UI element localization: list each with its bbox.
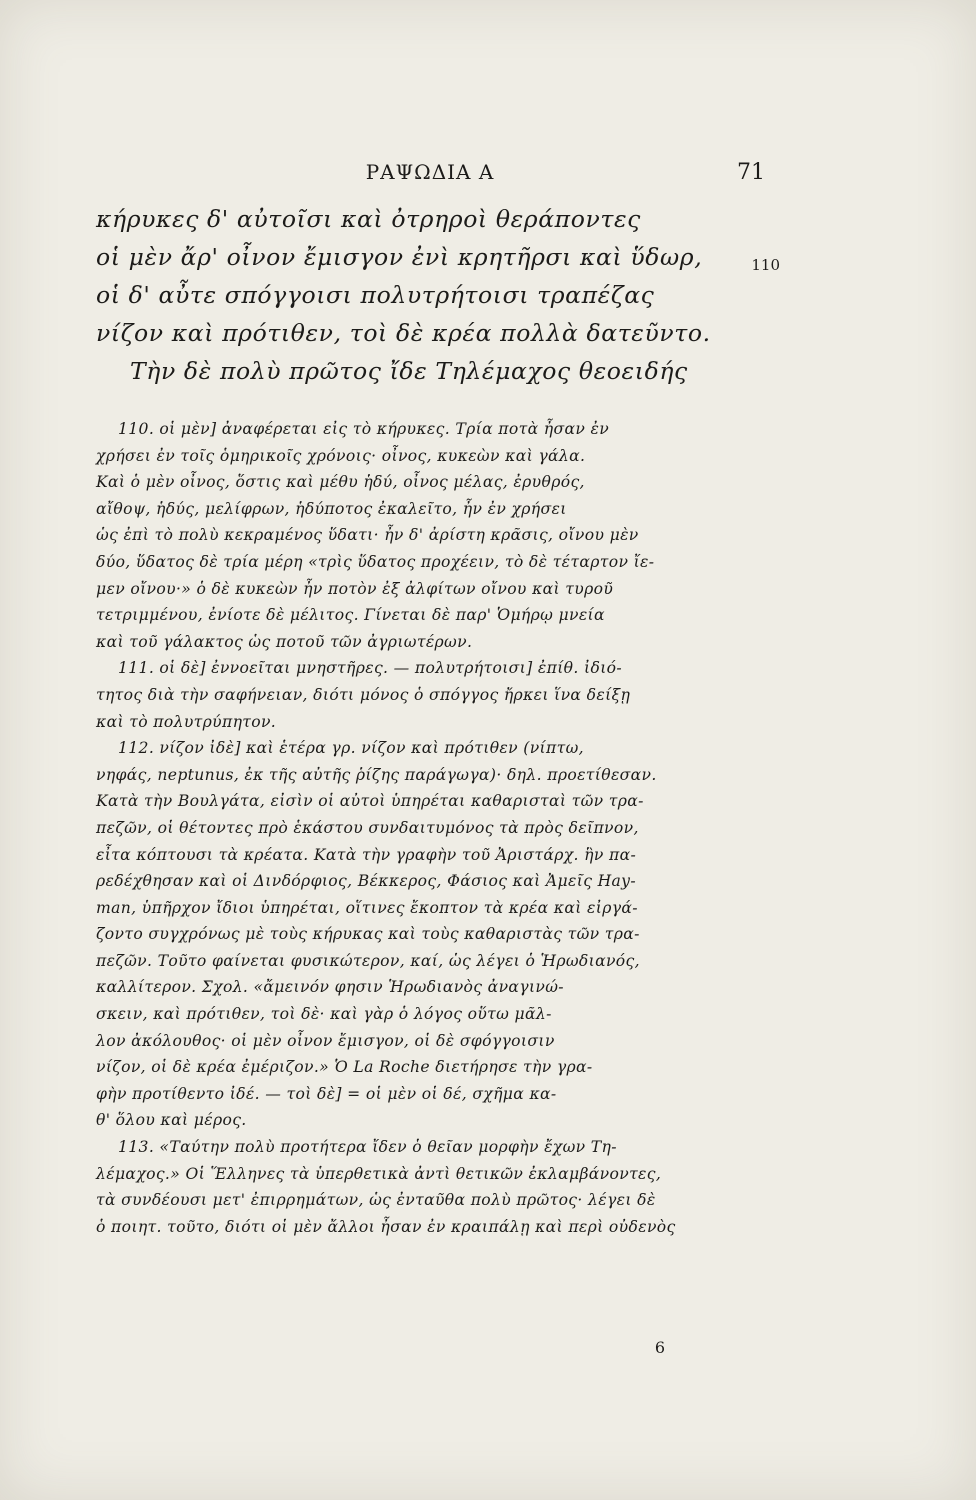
commentary-line: ὁ ποιητ. τοῦτο, διότι οἱ μὲν ἄλλοι ἦσαν ἐν κραιπάλῃ καὶ περὶ οὐδενὸς (96, 1217, 676, 1236)
commentary-line: αἴθοψ, ἡδύς, μελίφρων, ἡδύποτος ἐκαλεῖτο, ἦν ἐν χρήσει (96, 499, 567, 518)
commentary-line: πεζῶν, οἱ θέτοντες πρὸ ἑκάστου συνδαιτυμόνος τὰ πρὸς δεῖπνον, (96, 818, 639, 837)
commentary-line: μεν οἴνου·» ὁ δὲ κυκεὼν ἦν ποτὸν ἐξ ἀλφίτων οἴνου καὶ τυροῦ (96, 579, 614, 598)
commentary-line: νίζον, οἱ δὲ κρέα ἐμέριζον.» Ὁ La Roche διετήρησε τὴν γρα- (96, 1058, 593, 1077)
commentary-line: καλλίτερον. Σχολ. «ἄμεινόν φησιν Ἡρωδιανὸς ἀναγινώ- (96, 978, 564, 997)
verse-line: κήρυκες δ' αὐτοῖσι καὶ ὀτρηροὶ θεράποντες (96, 205, 641, 233)
commentary-line: τετριμμένου, ἐνίοτε δὲ μέλιτος. Γίνεται δὲ παρ' Ὁμήρῳ μνεία (96, 606, 605, 625)
verse-line: νίζον καὶ πρότιθεν, τοὶ δὲ κρέα πολλὰ δατεῦντο. (96, 319, 711, 347)
commentary-line: 111. οἱ δὲ] ἐννοεῖται μνηστῆρες. — πολυτρήτοισι] ἐπίθ. ἰδιό- (118, 659, 623, 678)
verse-line: οἱ μὲν ἄρ' οἶνον ἔμισγον ἐνὶ κρητῆρσι καὶ ὕδωρ, (96, 243, 703, 271)
commentary-line: χρήσει ἐν τοῖς ὁμηρικοῖς χρόνοις· οἶνος, κυκεὼν καὶ γάλα. (96, 446, 586, 465)
commentary-line: λον ἀκόλουθος· οἱ μὲν οἶνον ἔμισγον, οἱ δὲ σφόγγοισιν (96, 1031, 555, 1050)
running-title: ΡΑΨΩΔΙΑ Α (365, 160, 495, 184)
commentary-line: ρεδέχθησαν καὶ οἱ Δινδόρφιος, Βέκκερος, Φάσιος καὶ Ἀμεῖς Hay- (96, 872, 636, 891)
commentary-line: 112. νίζον ἰδὲ] καὶ ἑτέρα γρ. νίζον καὶ πρότιθεν (νίπτω, (118, 739, 584, 758)
verse-block (96, 200, 736, 390)
commentary-line: νηφάς, neptunus, ἐκ τῆς αὐτῆς ῥίζης παράγωγα)· δηλ. προετίθεσαν. (96, 765, 657, 784)
running-head (95, 160, 765, 194)
commentary-line: δύο, ὕδατος δὲ τρία μέρη «τρὶς ὕδατος προχέειν, τὸ δὲ τέταρτον ἴε- (96, 552, 655, 571)
commentary-line: man, ὑπῆρχον ἴδιοι ὑπηρέται, οἵτινες ἔκοπτον τὰ κρέα καὶ εἰργά- (96, 898, 638, 917)
commentary-line: Κατὰ τὴν Βουλγάτα, εἰσὶν οἱ αὐτοὶ ὑπηρέται καθαρισταὶ τῶν τρα- (96, 792, 644, 811)
commentary-line: θ' ὅλου καὶ μέρος. (96, 1111, 247, 1130)
commentary-line: λέμαχος.» Οἱ Ἕλληνες τὰ ὑπερθετικὰ ἀντὶ θετικῶν ἐκλαμβάνοντες, (96, 1164, 662, 1183)
commentary-line: πεζῶν. Τοῦτο φαίνεται φυσικώτερον, καί, ὡς λέγει ὁ Ἡρωδιανός, (96, 951, 640, 970)
commentary-block (96, 416, 758, 1240)
verse-line-number: 110 (751, 256, 780, 274)
commentary-line: 110. οἱ μὲν] ἀναφέρεται εἰς τὸ κήρυκες. Τρία ποτὰ ἦσαν ἐν (118, 420, 610, 438)
verse-line: οἱ δ' αὖτε σπόγγοισι πολυτρήτοισι τραπέζας (96, 281, 655, 309)
commentary-line: φὴν προτίθεντο ἰδέ. — τοὶ δὲ] = οἱ μὲν οἱ δέ, σχῆμα κα- (96, 1084, 557, 1103)
commentary-line: σκειν, καὶ πρότιθεν, τοὶ δὲ· καὶ γὰρ ὁ λόγος οὕτω μᾶλ- (96, 1005, 552, 1024)
commentary-line: εἶτα κόπτουσι τὰ κρέατα. Κατὰ τὴν γραφὴν τοῦ Ἀριστάρχ. ἣν πα- (96, 845, 637, 864)
commentary-line: τὰ συνδέουσι μετ' ἐπιρρημάτων, ὡς ἐνταῦθα πολὺ πρῶτος· λέγει δὲ (96, 1191, 656, 1210)
commentary-line: Καὶ ὁ μὲν οἶνος, ὅστις καὶ μέθυ ἡδύ, οἶνος μέλας, ἐρυθρός, (96, 473, 585, 492)
signature-mark: 6 (654, 1338, 666, 1357)
page-number: 71 (737, 160, 765, 185)
commentary-line: ὡς ἐπὶ τὸ πολὺ κεκραμένος ὕδατι· ἦν δ' ἀρίστη κρᾶσις, οἴνου μὲν (96, 526, 639, 545)
commentary-line: 113. «Ταύτην πολὺ προτήτερα ἴδεν ὁ θεῖαν μορφὴν ἔχων Τη- (118, 1138, 617, 1157)
commentary-line: καὶ τὸ πολυτρύπητον. (96, 712, 277, 731)
commentary-line: καὶ τοῦ γάλακτος ὡς ποτοῦ τῶν ἀγριωτέρων. (96, 632, 473, 651)
commentary-line: τητος διὰ τὴν σαφήνειαν, διότι μόνος ὁ σπόγγος ἤρκει ἵνα δείξῃ (96, 685, 631, 704)
verse-line: Τὴν δὲ πολὺ πρῶτος ἴδε Τηλέμαχος θεοειδής (130, 357, 688, 385)
commentary-line: ζοντο συγχρόνως μὲ τοὺς κήρυκας καὶ τοὺς καθαριστὰς τῶν τρα- (96, 925, 640, 944)
